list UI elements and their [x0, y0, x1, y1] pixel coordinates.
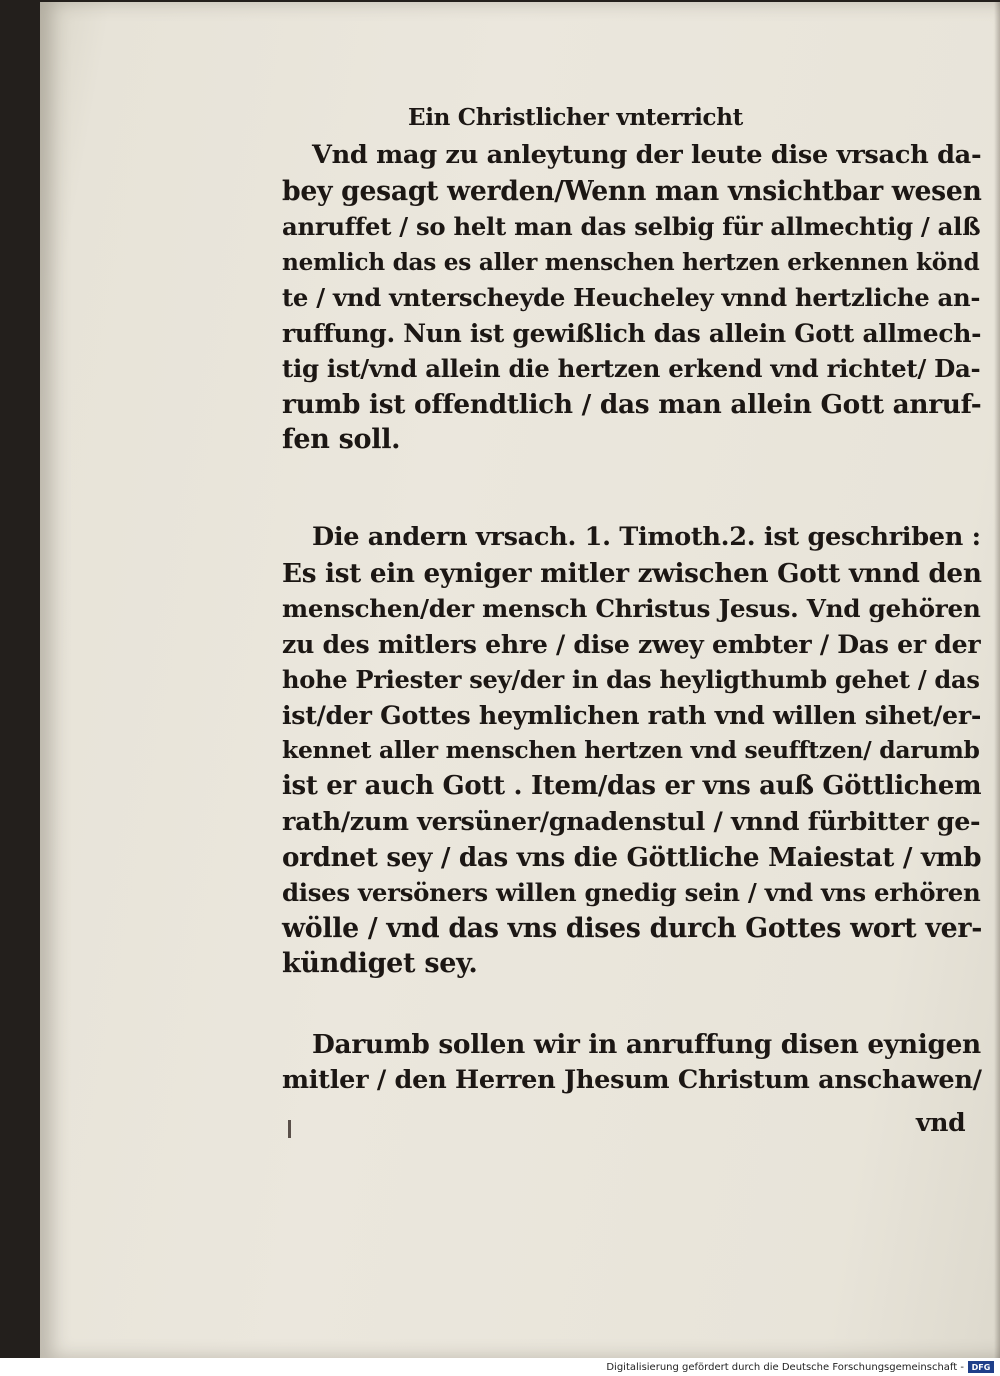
text-line: ordnet sey / das vns die Göttliche Maiestat / vmb [282, 841, 982, 873]
text-line: nemlich das es aller menschen hertzen erkennen könd [282, 248, 980, 276]
text-line: zu des mitlers ehre / dise zwey embter / Das er der [282, 628, 981, 659]
text-line: fen soll. [282, 424, 401, 455]
text-line: ist/der Gottes heymlichen rath vnd willen sihet/er- [282, 699, 982, 730]
dfg-logo-icon: DFG [968, 1361, 994, 1373]
text-line: menschen/der mensch Christus Jesus. Vnd gehören [282, 594, 981, 623]
margin-mark [288, 1120, 291, 1138]
text-line: kennet aller menschen hertzen vnd seufftzen/ darumb [282, 736, 980, 764]
catchword: vnd [916, 1108, 966, 1137]
text-line: Es ist ein eyniger mitler zwischen Gott vnnd den [282, 557, 982, 589]
text-line: Darumb sollen wir in anruffung disen eynigen [312, 1029, 981, 1060]
page-edge-shadow [994, 2, 1000, 1358]
paragraph-2 [282, 520, 982, 982]
text-line: Vnd mag zu anleytung der leute dise vrsach da- [312, 140, 982, 170]
text-line: wölle / vnd das vns dises durch Gottes wort ver- [282, 912, 983, 944]
text-line: Die andern vrsach. 1. Timoth.2. ist geschriben : [312, 522, 981, 552]
text-line: kündiget sey. [282, 948, 478, 979]
text-line: rath/zum versüner/gnadenstul / vnnd fürbitter ge- [282, 806, 981, 836]
text-line: ruffung. Nun ist gewißlich das allein Gott allmech- [282, 318, 982, 348]
running-head: Ein Christlicher vnterricht [408, 104, 743, 131]
footer-bar [0, 1358, 1000, 1376]
paragraph-1 [282, 138, 982, 458]
text-line: dises versöners willen gnedig sein / vnd vns erhören [282, 878, 981, 907]
funding-notice: Digitalisierung gefördert durch die Deutsche Forschungsgemeinschaft - [606, 1361, 964, 1373]
text-line: rumb ist offendtlich / das man allein Gott anruf- [282, 388, 982, 420]
text-line: ist er auch Gott . Item/das er vns auß Göttlichem [282, 770, 982, 801]
text-line: anruffet / so helt man das selbig für allmechtig / alß [282, 212, 981, 241]
text-line: hohe Priester sey/der in das heyligthumb gehet / das [282, 665, 980, 694]
text-line: te / vnd vnterscheyde Heucheley vnnd hertzliche an- [282, 283, 981, 312]
paragraph-3 [282, 1027, 982, 1098]
text-line: tig ist/vnd allein die hertzen erkend vnd richtet/ Da- [282, 354, 981, 383]
text-line: mitler / den Herren Jhesum Christum anschawen/ [282, 1064, 982, 1095]
text-line: bey gesagt werden/Wenn man vnsichtbar wesen [282, 175, 982, 207]
